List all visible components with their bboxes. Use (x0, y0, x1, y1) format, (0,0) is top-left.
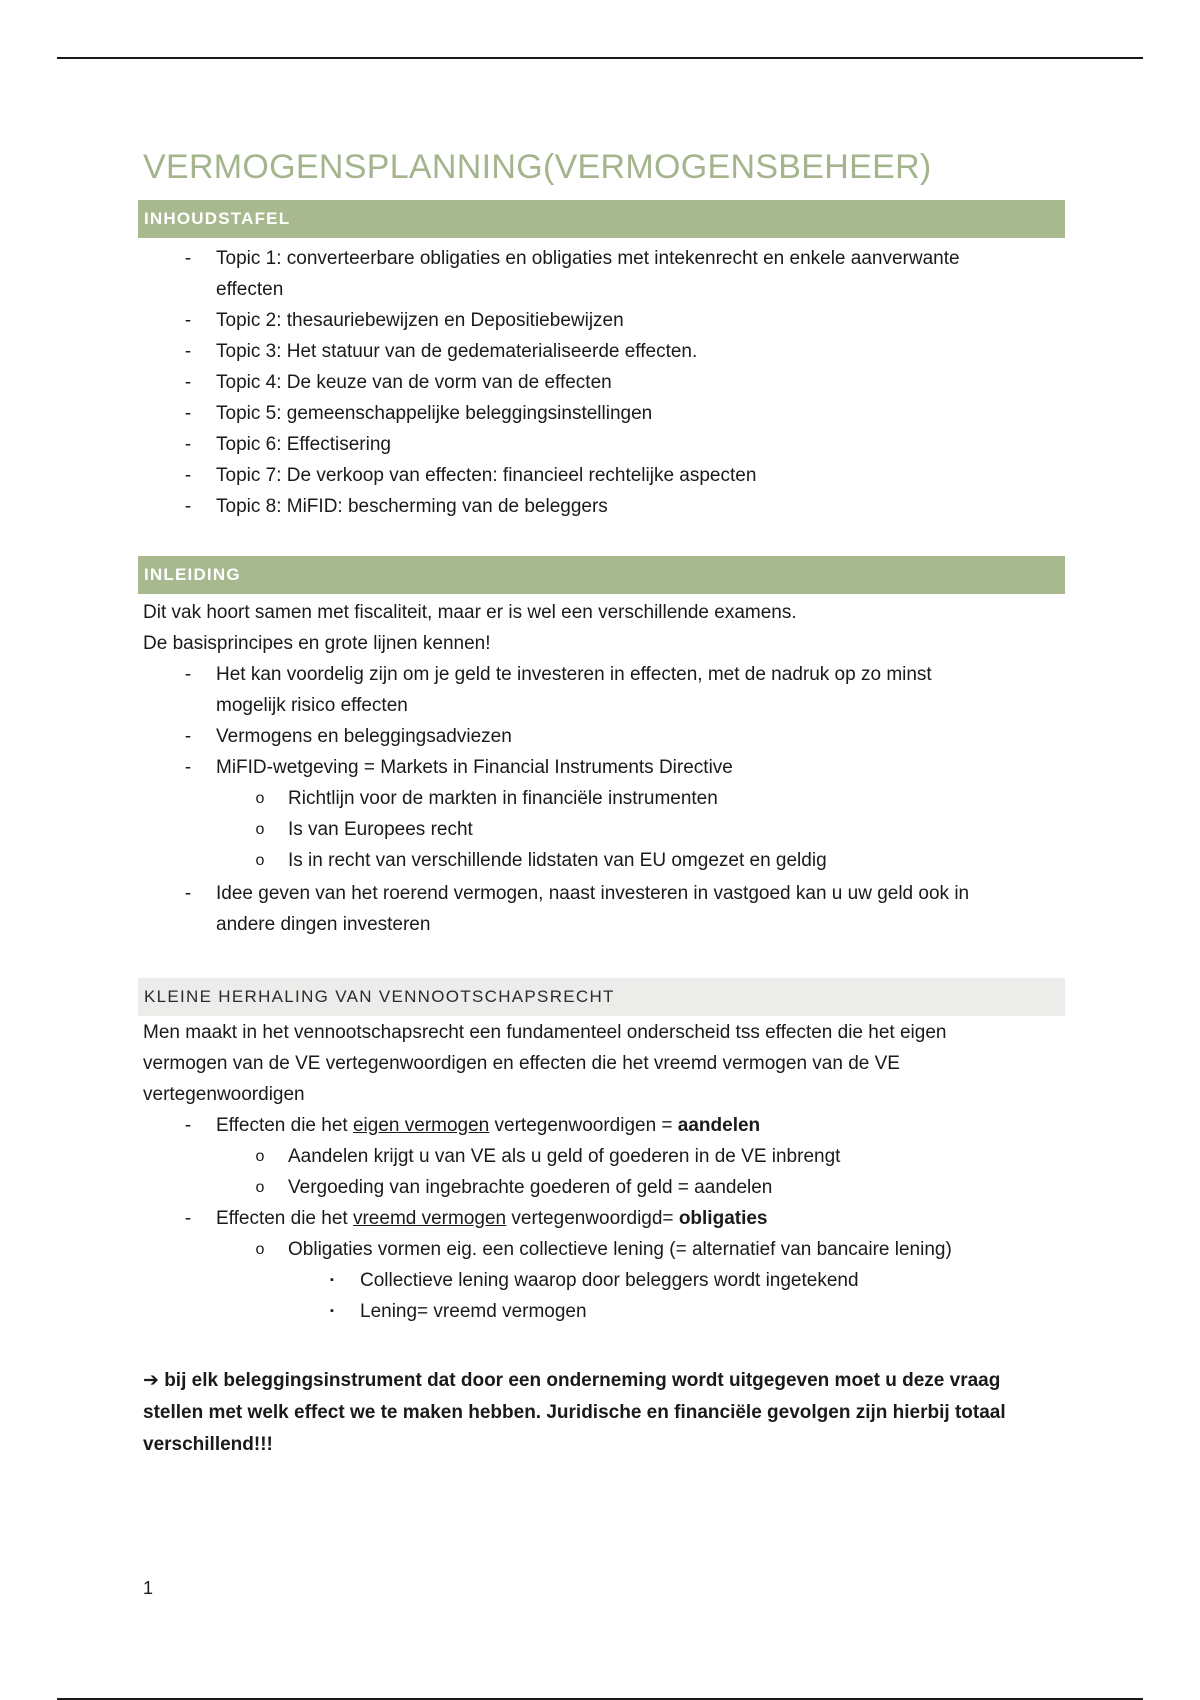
dash-bullet: - (184, 1208, 192, 1229)
sub-sub-list-item (143, 1296, 1065, 1327)
list-item-text: Idee geven van het roerend vermogen, naast investeren in vastgoed kan u uw geld ook in (216, 883, 970, 904)
list-item (143, 752, 1065, 783)
sub-list-item (143, 783, 1065, 814)
list-item-text: Effecten die het (216, 1115, 353, 1136)
dash-bullet: - (184, 248, 192, 269)
dash-bullet: - (184, 465, 192, 486)
toc-heading: INHOUDSTAFEL (138, 200, 1065, 238)
list-item-text: vertegenwoordigd= (506, 1208, 679, 1229)
list-item (143, 878, 1065, 909)
toc-item (143, 305, 1065, 336)
list-item-text: Aandelen krijgt u van VE als u geld of goederen in de VE inbrengt (288, 1146, 841, 1167)
intro-heading: INLEIDING (138, 556, 1065, 594)
list-item-text: Collectieve lening waarop door beleggers wordt ingetekend (360, 1270, 859, 1291)
list-item (143, 659, 1065, 690)
square-bullet: ▪ (330, 1305, 334, 1317)
underlined-term: eigen vermogen (352, 1115, 490, 1136)
toc-item-text: Topic 8: MiFID: bescherming van de beleggers (216, 496, 608, 517)
intro-paragraph: De basisprincipes en grote lijnen kennen! (143, 633, 491, 654)
toc-item-text: Topic 3: Het statuur van de gedematerialiseerde effecten. (216, 341, 698, 362)
recap-paragraph: vertegenwoordigen (143, 1084, 305, 1105)
toc-item-text: effecten (216, 279, 284, 300)
circle-bullet: o (255, 852, 265, 869)
toc-list (143, 243, 1065, 522)
toc-item (143, 491, 1065, 522)
list-item-text: mogelijk risico effecten (216, 695, 408, 716)
conclusion-text: bij elk beleggingsinstrument dat door een onderneming wordt uitgegeven moet u deze vraag (158, 1370, 1001, 1391)
toc-item (143, 398, 1065, 429)
toc-item-continuation (143, 274, 1065, 305)
dash-bullet: - (184, 403, 192, 424)
list-item-text: Richtlijn voor de markten in financiële instrumenten (288, 788, 718, 809)
dash-bullet: - (184, 434, 192, 455)
list-item-text: andere dingen investeren (216, 914, 431, 935)
list-item-continuation (143, 690, 1065, 721)
toc-item-text: Topic 6: Effectisering (216, 434, 391, 455)
toc-item (143, 367, 1065, 398)
list-item-text: MiFID-wetgeving = Markets in Financial Instruments Directive (216, 757, 733, 778)
list-item-text: vertegenwoordigen = (489, 1115, 678, 1136)
list-item-text: Vergoeding van ingebrachte goederen of geld = aandelen (288, 1177, 773, 1198)
conclusion-line: verschillend!!! (143, 1434, 273, 1455)
dash-bullet: - (184, 883, 192, 904)
page-number: 1 (143, 1578, 154, 1598)
dash-bullet: - (184, 310, 192, 331)
list-item-text: Lening= vreemd vermogen (360, 1301, 587, 1322)
list-item-debt (143, 1203, 1065, 1234)
circle-bullet: o (255, 790, 265, 807)
list-item-text: Vermogens en beleggingsadviezen (216, 726, 512, 747)
toc-item (143, 243, 1065, 274)
arrow-right-icon: ➔ (143, 1370, 159, 1391)
bold-term: aandelen (677, 1115, 761, 1136)
square-bullet: ▪ (330, 1274, 334, 1286)
dash-bullet: - (184, 757, 192, 778)
toc-item-text: Topic 7: De verkoop van effecten: financieel rechtelijke aspecten (216, 465, 757, 486)
recap-heading: KLEINE HERHALING VAN VENNOOTSCHAPSRECHT (138, 978, 1065, 1016)
intro-paragraph: Dit vak hoort samen met fiscaliteit, maar er is wel een verschillende examens. (143, 602, 797, 623)
list-item-text: Obligaties vormen eig. een collectieve lening (= alternatief van bancaire lening) (288, 1239, 952, 1260)
recap-paragraph: Men maakt in het vennootschapsrecht een fundamenteel onderscheid tss effecten die het eigen (143, 1022, 947, 1043)
list-item-continuation (143, 909, 1065, 940)
list-item (143, 721, 1065, 752)
dash-bullet: - (184, 726, 192, 747)
bold-term: obligaties (678, 1208, 768, 1229)
sub-list-item (143, 845, 1065, 876)
sub-list-item (143, 814, 1065, 845)
list-item-text: Het kan voordelig zijn om je geld te investeren in effecten, met de nadruk op zo minst (216, 664, 932, 685)
circle-bullet: o (255, 1179, 265, 1196)
toc-item-text: Topic 5: gemeenschappelijke beleggingsinstellingen (216, 403, 653, 424)
recap-section (143, 1017, 1065, 1327)
sub-list-item (143, 1234, 1065, 1265)
circle-bullet: o (255, 821, 265, 838)
circle-bullet: o (255, 1241, 265, 1258)
toc-item-text: Topic 4: De keuze van de vorm van de effecten (216, 372, 612, 393)
conclusion-line (143, 1365, 1065, 1397)
conclusion-line: stellen met welk effect we te maken hebben. Juridische en financiële gevolgen zijn hierbij totaal (143, 1402, 1006, 1423)
list-item-text: Is van Europees recht (288, 819, 473, 840)
toc-item (143, 429, 1065, 460)
toc-item (143, 336, 1065, 367)
list-item-text: Effecten die het (216, 1208, 353, 1229)
top-rule (57, 57, 1143, 59)
dash-bullet: - (184, 664, 192, 685)
sub-sub-list-item (143, 1265, 1065, 1296)
intro-section (143, 597, 1065, 940)
conclusion (143, 1365, 1065, 1461)
dash-bullet: - (184, 496, 192, 517)
toc-item (143, 460, 1065, 491)
recap-paragraph: vermogen van de VE vertegenwoordigen en effecten die het vreemd vermogen van de VE (143, 1053, 900, 1074)
dash-bullet: - (184, 1115, 192, 1136)
sub-list-item (143, 1172, 1065, 1203)
sub-list-item (143, 1141, 1065, 1172)
list-item-text: Is in recht van verschillende lidstaten van EU omgezet en geldig (288, 850, 827, 871)
dash-bullet: - (184, 372, 192, 393)
list-item-equity (143, 1110, 1065, 1141)
dash-bullet: - (184, 341, 192, 362)
underlined-term: vreemd vermogen (352, 1208, 507, 1229)
circle-bullet: o (255, 1148, 265, 1165)
document-title: VERMOGENSPLANNING(VERMOGENSBEHEER) (143, 148, 932, 186)
toc-item-text: Topic 1: converteerbare obligaties en obligaties met intekenrecht en enkele aanverwante (216, 248, 960, 269)
toc-item-text: Topic 2: thesauriebewijzen en Depositiebewijzen (216, 310, 624, 331)
